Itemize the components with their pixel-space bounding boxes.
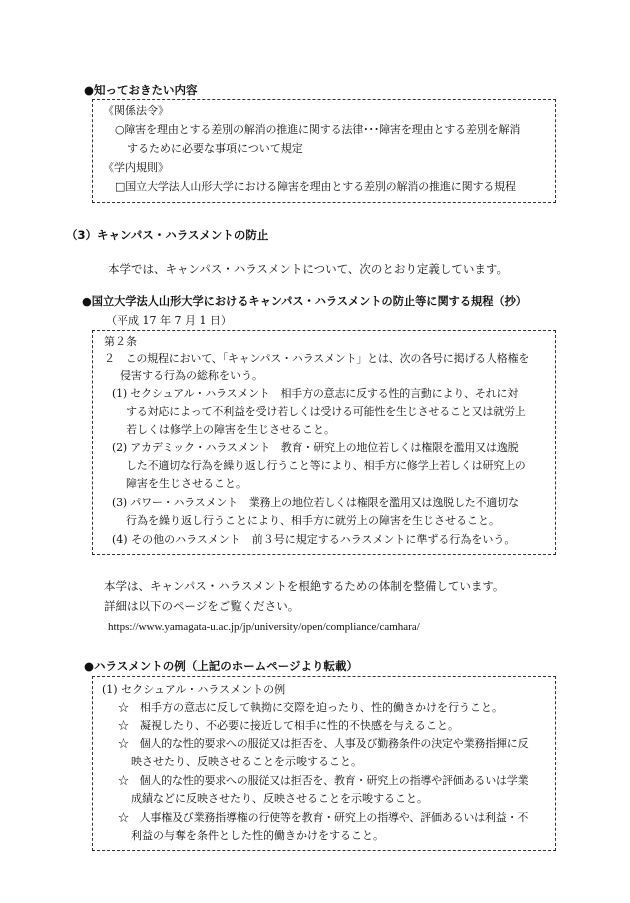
regulation-line: した不適切な行為を繰り返し行うこと等により、相手方に修学上若しくは研究上の	[126, 459, 526, 472]
regulation-line: ２ この規程において、「キャンパス・ハラスメント」とは、次の各号に掲げる人格権を	[104, 352, 530, 365]
regulation-line: 行為を繰り返し行うことにより、相手方に就労上の障害を生じさせること。	[126, 514, 500, 527]
regulation-box	[92, 330, 556, 555]
system-line-2: 詳細は以下のページをご覧ください。	[104, 599, 300, 613]
knowledge-line: ○障害を理由とする差別の解消の推進に関する法律･･･障害を理由とする差別を解消	[115, 123, 521, 136]
section3-intro: 本学では、キャンパス・ハラスメントについて、次のとおり定義しています。	[108, 262, 508, 276]
knowledge-line: □国立大学法人山形大学における障害を理由とする差別の解消の推進に関する規程	[115, 180, 516, 193]
examples-line: (1) セクシュアル・ハラスメントの例	[102, 683, 286, 696]
examples-line: 利益の与奪を条件とした性的働きかけをすること。	[131, 829, 384, 842]
knowledge-line: 《関係法令》	[103, 104, 169, 117]
regulation-line: (2) アカデミック・ハラスメント 教育・研究上の地位若しくは権限を濫用又は逸脱	[112, 441, 519, 454]
regulation-line: (3) パワー・ハラスメント 業務上の地位若しくは権限を濫用又は逸脱した不適切な	[112, 496, 519, 509]
examples-box	[92, 676, 556, 851]
knowledge-heading: ●知っておきたい内容	[84, 83, 198, 97]
regulation-line: 障害を生じさせること。	[126, 477, 247, 490]
regulation-date: （平成 17 年 7 月 1 日）	[106, 314, 232, 327]
regulation-line: (1) セクシュアル・ハラスメント 相手方の意志に反する性的言動により、それに対	[112, 387, 519, 400]
compliance-url-link[interactable]: https://www.yamagata-u.ac.jp/jp/university/open/compliance/camhara/	[108, 621, 420, 633]
examples-line: ☆ 個人的な性的要求への服従又は拒否を、人事及び勤務条件の決定や業務指揮に反	[118, 737, 529, 750]
examples-line: ☆ 人事権及び業務指導権の行使等を教育・研究上の指導や、評価あるいは利益・不	[118, 811, 529, 824]
examples-line: ☆ 凝視したり、不必要に接近して相手に性的不快感を与えること。	[118, 719, 459, 732]
examples-line: ☆ 相手方の意志に反して執拗に交際を迫ったり、性的働きかけを行うこと。	[118, 701, 503, 714]
examples-line: ☆ 個人的な性的要求への服従又は拒否を、教育・研究上の指導や評価あるいは学業	[118, 774, 529, 787]
regulation-line: 第２条	[104, 335, 137, 348]
regulation-line: 侵害する行為の総称をいう。	[120, 369, 263, 382]
examples-line: 成績などに反映させたり、反映させることを示唆すること。	[131, 792, 428, 805]
knowledge-box	[92, 99, 556, 203]
regulation-line: 若しくは修学上の障害を生じさせること。	[126, 423, 335, 436]
knowledge-line: するために必要な事項について規定	[127, 142, 303, 155]
knowledge-line: 《学内規則》	[103, 161, 169, 174]
examples-line: 映させたり、反映させることを示唆すること。	[131, 755, 362, 768]
section3-heading: （3）キャンパス・ハラスメントの防止	[66, 228, 269, 242]
regulation-line: (4) その他のハラスメント 前３号に規定するハラスメントに準ずる行為をいう。	[112, 533, 516, 546]
examples-heading: ●ハラスメントの例（上記のホームページより転載）	[84, 659, 358, 673]
regulation-line: する対応によって不利益を受け若しくは受ける可能性を生じさせること又は就労上	[126, 405, 526, 418]
regulation-heading: ●国立大学法人山形大学におけるキャンパス・ハラスメントの防止等に関する規程（抄）	[82, 295, 527, 308]
system-line-1: 本学は、キャンパス・ハラスメントを根絶するための体制を整備しています。	[104, 579, 505, 593]
